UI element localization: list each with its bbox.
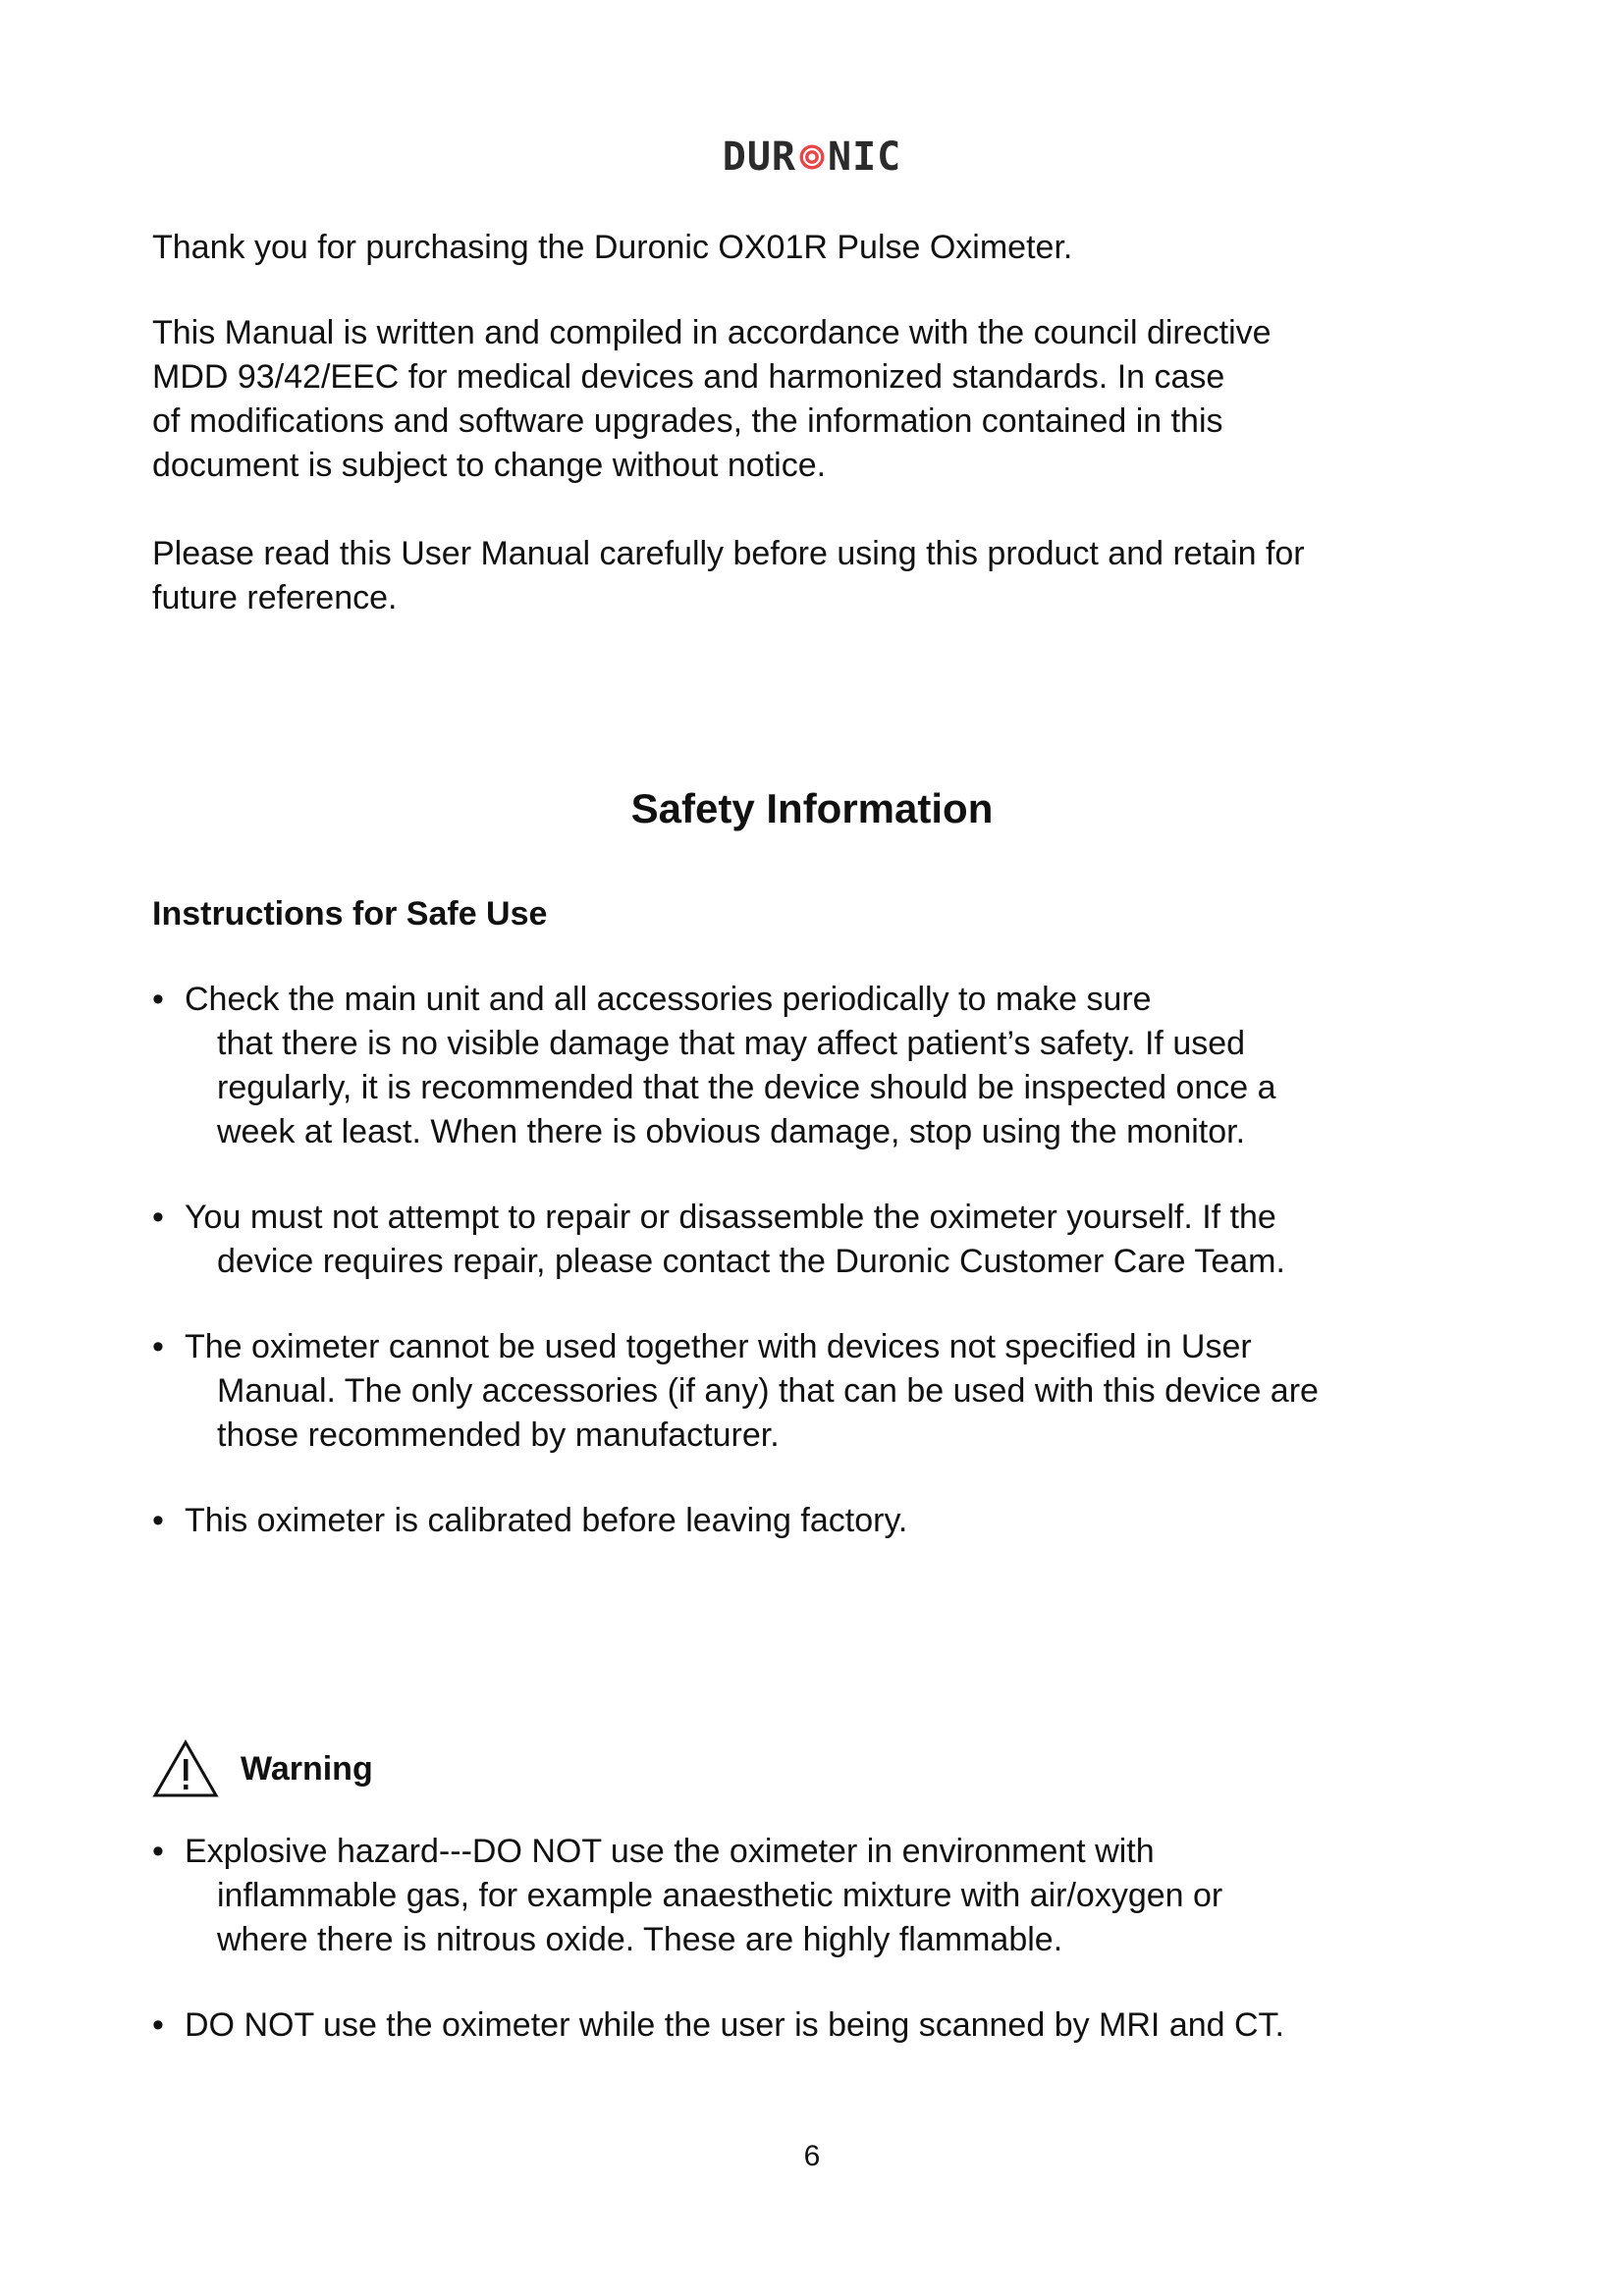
intro-paragraph-2: [152, 311, 1468, 488]
bullet-line: This oximeter is calibrated before leaving factory.: [185, 1502, 908, 1539]
list-item: [152, 1325, 1507, 1458]
bullet-line: regularly, it is recommended that the device should be inspected once a: [217, 1069, 1276, 1106]
intro-line: MDD 93/42/EEC for medical devices and harmonized standards. In case: [152, 358, 1225, 396]
brand-logo: [0, 133, 1624, 182]
bullet-icon: •: [152, 2006, 164, 2044]
logo-right-text: NIC: [828, 134, 902, 180]
warning-heading: [152, 1739, 373, 1798]
power-o-icon: [798, 143, 826, 171]
list-item: [152, 978, 1507, 1154]
bullet-line: DO NOT use the oximeter while the user is being scanned by MRI and CT.: [185, 2006, 1284, 2044]
intro-line: Thank you for purchasing the Duronic OX01R Pulse Oximeter.: [152, 229, 1073, 266]
bullet-line: The oximeter cannot be used together with devices not specified in User: [185, 1328, 1252, 1365]
intro-line: Please read this User Manual carefully before using this product and retain for: [152, 535, 1305, 572]
bullet-line: week at least. When there is obvious damage, stop using the monitor.: [217, 1113, 1246, 1150]
brand-logo-text: [723, 134, 902, 180]
list-item: [152, 1830, 1507, 1962]
bullet-line: where there is nitrous oxide. These are highly flammable.: [217, 1921, 1063, 1958]
bullet-line: You must not attempt to repair or disassemble the oximeter yourself. If the: [185, 1199, 1276, 1236]
bullet-line: those recommended by manufacturer.: [217, 1416, 780, 1454]
list-item: [152, 1196, 1507, 1284]
bullet-line: Manual. The only accessories (if any) that can be used with this device are: [217, 1372, 1319, 1410]
safety-bullet-list: [152, 978, 1507, 1584]
bullet-line: device requires repair, please contact the Duronic Customer Care Team.: [217, 1243, 1285, 1280]
bullet-icon: •: [152, 1833, 164, 1870]
bullet-line: Explosive hazard---DO NOT use the oximeter in environment with: [185, 1833, 1155, 1870]
intro-paragraph-1: [152, 226, 1468, 270]
section-title: Safety Information: [630, 785, 994, 831]
intro-line: of modifications and software upgrades, the information contained in this: [152, 402, 1223, 440]
intro-line: future reference.: [152, 579, 398, 616]
logo-left-text: DUR: [722, 134, 796, 180]
bullet-icon: •: [152, 1328, 164, 1365]
list-item: [152, 2003, 1507, 2048]
intro-line: document is subject to change without notice.: [152, 447, 827, 484]
bullet-line: Check the main unit and all accessories periodically to make sure: [185, 981, 1152, 1018]
page-number: 6: [803, 2140, 821, 2172]
warning-triangle-icon: [152, 1739, 219, 1798]
subheading: Instructions for Safe Use: [152, 895, 548, 933]
bullet-icon: •: [152, 981, 164, 1018]
bullet-line: inflammable gas, for example anaesthetic mixture with air/oxygen or: [217, 1877, 1223, 1914]
intro-paragraph-3: [152, 532, 1468, 620]
warning-heading-text: Warning: [241, 1749, 373, 1788]
bullet-icon: •: [152, 1199, 164, 1236]
warning-bullet-list: [152, 1830, 1507, 2089]
bullet-line: that there is no visible damage that may affect patient’s safety. If used: [217, 1025, 1246, 1062]
list-item: [152, 1499, 1507, 1543]
bullet-icon: •: [152, 1502, 164, 1539]
intro-line: This Manual is written and compiled in accordance with the council directive: [152, 314, 1272, 351]
